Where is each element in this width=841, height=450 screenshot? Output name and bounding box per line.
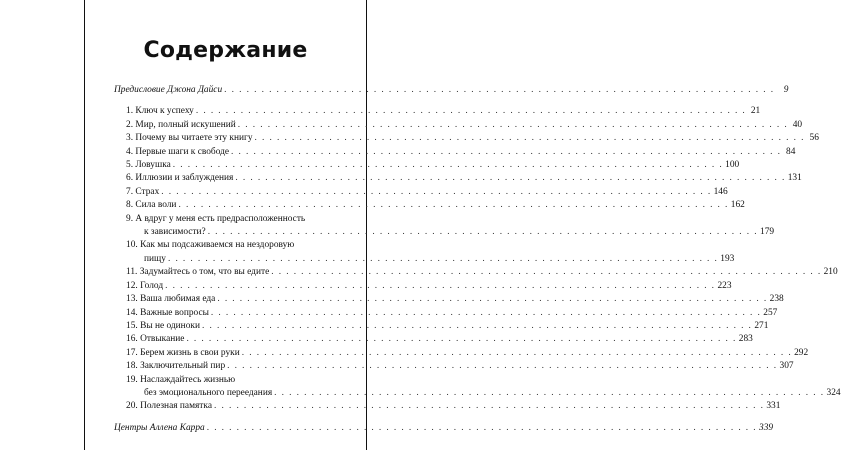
dot-leader bbox=[271, 266, 821, 279]
toc-entry[interactable] bbox=[114, 280, 732, 293]
toc-page-number: 307 bbox=[779, 361, 794, 372]
toc-entry-label: 7. Страх bbox=[126, 186, 160, 197]
dot-leader bbox=[173, 159, 723, 172]
toc-entry[interactable] bbox=[114, 146, 796, 159]
toc-entry[interactable] bbox=[114, 186, 728, 199]
toc-entry-continuation[interactable] bbox=[114, 253, 735, 266]
toc-entry-label: 15. Вы не одиноки bbox=[126, 320, 200, 331]
toc-page-number: 223 bbox=[717, 280, 732, 291]
toc-entry-label: 3. Почему вы читаете эту книгу bbox=[126, 133, 253, 144]
toc-entry[interactable] bbox=[114, 132, 819, 145]
toc-entry-label: пищу bbox=[144, 253, 166, 264]
toc-entry[interactable] bbox=[114, 374, 316, 387]
dot-leader bbox=[202, 320, 752, 333]
dot-leader bbox=[186, 333, 736, 346]
toc-entry-label: 16. Отвыкание bbox=[126, 334, 185, 345]
dot-leader bbox=[238, 119, 788, 132]
dot-leader bbox=[196, 105, 746, 118]
toc-entry-label: 19. Наслаждайтесь жизнью bbox=[126, 374, 236, 385]
toc-entry-label: 10. Как мы подсаживаемся на нездоровую bbox=[126, 240, 295, 251]
toc-entry[interactable] bbox=[114, 84, 789, 97]
toc-entry[interactable] bbox=[114, 293, 784, 306]
toc-page-number: 324 bbox=[826, 387, 841, 398]
toc-entry-label: без эмоционального переедания bbox=[144, 387, 273, 398]
toc-entry[interactable] bbox=[114, 159, 740, 172]
toc-page-number: 146 bbox=[713, 186, 728, 197]
dot-leader bbox=[161, 186, 711, 199]
toc-page-number: 100 bbox=[725, 160, 740, 171]
page-title: Содержание bbox=[143, 38, 308, 63]
toc-entry-label: Предисловие Джона Дайси bbox=[114, 85, 223, 95]
toc-page-number: 193 bbox=[720, 253, 735, 264]
toc-entry-label: 13. Ваша любимая еда bbox=[126, 294, 216, 305]
toc-entry[interactable] bbox=[114, 307, 778, 320]
toc-page-number: 292 bbox=[794, 347, 809, 358]
toc-entry-label: 1. Ключ к успеху bbox=[126, 106, 194, 117]
toc-page-number: 179 bbox=[760, 227, 775, 238]
toc-entry-label: 17. Берем жизнь в свои руки bbox=[126, 347, 240, 358]
dot-leader bbox=[208, 226, 758, 239]
toc-page-number: 210 bbox=[823, 267, 838, 278]
dot-leader bbox=[242, 347, 792, 360]
toc-page-number: 271 bbox=[754, 320, 769, 331]
toc-entry-label: Центры Аллена Карра bbox=[114, 422, 205, 433]
dot-leader bbox=[211, 307, 761, 320]
toc-entry-continuation[interactable] bbox=[114, 387, 841, 400]
toc-entry[interactable] bbox=[114, 239, 316, 252]
dot-leader bbox=[227, 360, 777, 373]
toc-page-number: 162 bbox=[730, 200, 745, 211]
toc-entry[interactable] bbox=[114, 422, 774, 435]
toc-entry[interactable] bbox=[114, 320, 769, 333]
toc-entry[interactable] bbox=[114, 213, 316, 226]
dot-leader bbox=[178, 199, 728, 212]
toc-page-number: 21 bbox=[750, 106, 761, 117]
toc-entry-label: 2. Мир, полный искушений bbox=[126, 119, 236, 130]
toc-entry-label: к зависимости? bbox=[144, 227, 206, 238]
toc-entry[interactable] bbox=[114, 172, 802, 185]
dot-leader bbox=[207, 422, 757, 435]
toc-entry[interactable] bbox=[114, 119, 803, 132]
toc-entry-label: 12. Голод bbox=[126, 280, 164, 291]
dot-leader bbox=[255, 132, 805, 145]
dot-leader bbox=[217, 293, 767, 306]
toc-entry-label: 18. Заключительный пир bbox=[126, 361, 226, 372]
table-of-contents bbox=[114, 84, 841, 435]
toc-entry-label: 6. Иллюзии и заблуждения bbox=[126, 173, 234, 184]
toc-page-number: 9 bbox=[783, 85, 789, 95]
dot-leader bbox=[165, 280, 715, 293]
toc-page-number: 257 bbox=[763, 307, 778, 318]
toc-entry[interactable] bbox=[114, 105, 761, 118]
toc-entry[interactable] bbox=[114, 347, 809, 360]
toc-entry[interactable] bbox=[114, 400, 781, 413]
toc-page-number: 283 bbox=[738, 334, 753, 345]
toc-page-number: 331 bbox=[766, 401, 781, 412]
dot-leader bbox=[274, 387, 824, 400]
toc-entry-label: 8. Сила воли bbox=[126, 200, 177, 211]
toc-entry-label: 9. А вдруг у меня есть предрасположенность bbox=[126, 213, 306, 224]
toc-entry[interactable] bbox=[114, 360, 794, 373]
dot-leader bbox=[231, 146, 781, 159]
toc-entry[interactable] bbox=[114, 333, 753, 346]
toc-page-number: 339 bbox=[759, 422, 774, 433]
toc-entry-label: 11. Задумайтесь о том, что вы едите bbox=[126, 267, 270, 278]
toc-page-number: 40 bbox=[792, 119, 803, 130]
dot-leader bbox=[224, 84, 774, 97]
toc-entry-label: 4. Первые шаги к свободе bbox=[126, 146, 230, 157]
toc-page-number: 238 bbox=[769, 294, 784, 305]
toc-entry[interactable] bbox=[114, 199, 745, 212]
dot-leader bbox=[168, 253, 718, 266]
toc-entry-label: 5. Ловушка bbox=[126, 160, 171, 171]
dot-leader bbox=[235, 172, 785, 185]
dot-leader bbox=[214, 400, 764, 413]
toc-entry[interactable] bbox=[114, 266, 838, 279]
toc-page-number: 84 bbox=[786, 146, 796, 157]
toc-entry-label: 20. Полезная памятка bbox=[126, 401, 212, 412]
toc-page-number: 131 bbox=[787, 173, 802, 184]
toc-page-number: 56 bbox=[809, 133, 819, 144]
toc-entry-continuation[interactable] bbox=[114, 226, 775, 239]
toc-entry-label: 14. Важные вопросы bbox=[126, 307, 209, 318]
